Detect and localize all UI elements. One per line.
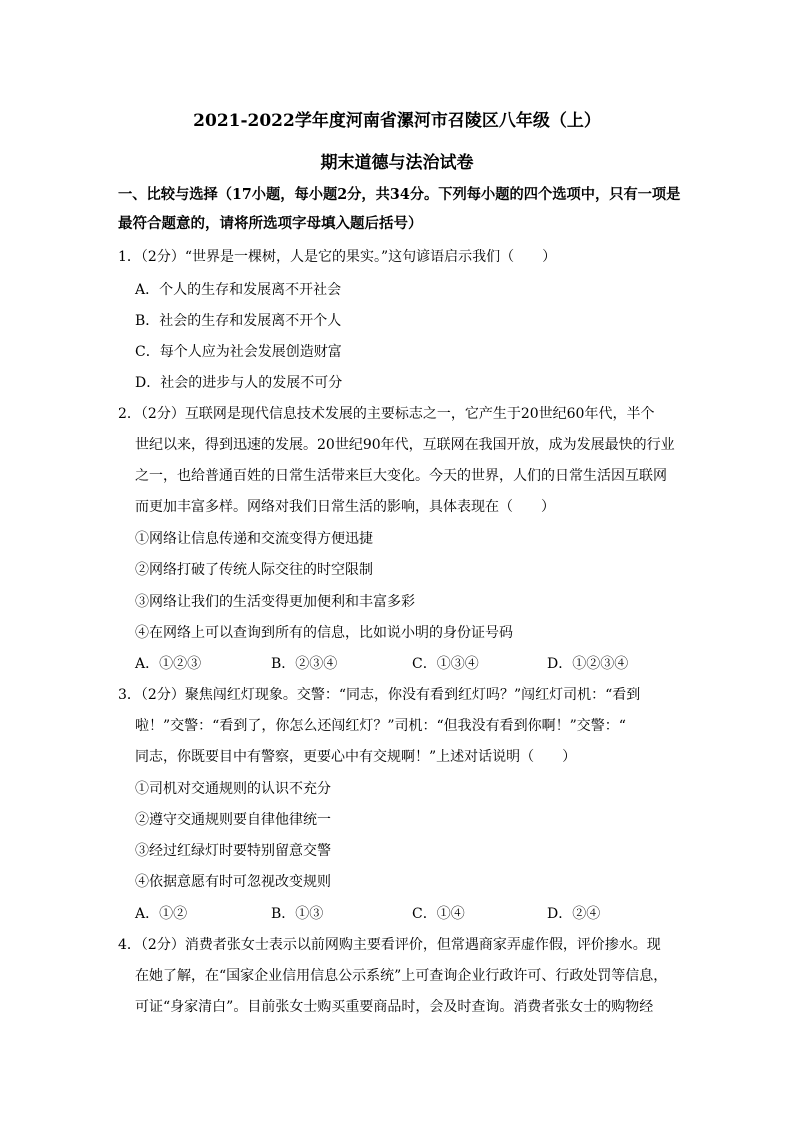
question-3-stem-line1: 3．（2分）聚焦闯红灯现象。交警：“同志，你没有看到红灯吗？”闯红灯司机：“看到: [118, 687, 641, 703]
question-2-stem-line2: 世纪以来，得到迅速的发展。20世纪90年代，互联网在我国开放，成为发展最快的行业: [135, 437, 675, 453]
question-3-statement-2: ②遵守交通规则要自律他律统一: [135, 812, 331, 828]
question-2-choice-a: A．①②③: [135, 656, 202, 672]
question-2-stem-line3: 之一，也给普通百姓的日常生活带来巨大变化。今天的世界，人们的日常生活因互联网: [135, 468, 667, 484]
question-3-choice-b: B．①③: [271, 906, 324, 922]
section-heading-line1: 一、比较与选择（17小题，每小题2分，共34分。下列每小题的四个选项中，只有一项是: [118, 186, 681, 203]
question-3-stem-line3: 同志，你既要目中有警察，更要心中有交规啊！”上述对话说明（ ）: [135, 749, 577, 765]
question-2-statement-3: ③网络让我们的生活变得更加便利和丰富多彩: [135, 594, 415, 610]
question-4-stem-line3: 可证“身家清白”。目前张女士购买重要商品时，会及时查询。消费者张女士的购物经: [135, 999, 654, 1015]
question-3-choice-d: D．②④: [547, 906, 601, 922]
question-2-choice-d: D．①②③④: [547, 656, 629, 672]
question-3-statement-1: ①司机对交通规则的认识不充分: [135, 781, 331, 797]
question-2-statement-4: ④在网络上可以查询到所有的信息，比如说小明的身份证号码: [135, 625, 513, 641]
exam-title-line1: 2021-2022学年度河南省漯河市召陵区八年级（上）: [193, 111, 601, 131]
question-3-choice-a: A．①②: [135, 906, 188, 922]
question-3-statement-3: ③经过红绿灯时要特别留意交警: [135, 843, 331, 859]
question-1-option-d: D．社会的进步与人的发展不可分: [135, 375, 343, 391]
question-3-stem-line2: 啦！”交警：“看到了，你怎么还闯红灯？”司机：“但我没有看到你啊！”交警：“: [135, 718, 626, 734]
question-4-stem-line1: 4．（2分）消费者张女士表示以前网购主要看评价，但常遇商家弄虚作假，评价掺水。现: [118, 937, 661, 953]
question-1-option-a: A．个人的生存和发展离不开社会: [135, 282, 342, 298]
question-2-statement-1: ①网络让信息传递和交流变得方便迅捷: [135, 531, 373, 547]
question-1-stem: 1．（2分）“世界是一棵树，人是它的果实。”这句谚语启示我们（ ）: [118, 249, 557, 265]
question-1-option-b: B．社会的生存和发展离不开个人: [135, 313, 342, 329]
question-2-statement-2: ②网络打破了传统人际交往的时空限制: [135, 562, 373, 578]
question-2-choice-c: C．①③④: [412, 656, 479, 672]
question-2-stem-line1: 2．（2分）互联网是现代信息技术发展的主要标志之一，它产生于20世纪60年代，半个: [118, 406, 655, 422]
section-heading-line2: 最符合题意的，请将所选项字母填入题后括号）: [118, 215, 423, 232]
question-2-choice-b: B．②③④: [271, 656, 338, 672]
question-4-stem-line2: 在她了解，在“国家企业信用信息公示系统”上可查询企业行政许可、行政处罚等信息，: [135, 968, 668, 984]
question-3-statement-4: ④依据意愿有时可忽视改变规则: [135, 874, 331, 890]
question-3-choice-c: C．①④: [412, 906, 465, 922]
exam-title-line2: 期末道德与法治试卷: [320, 153, 474, 173]
question-1-option-c: C．每个人应为社会发展创造财富: [135, 344, 342, 360]
question-2-stem-line4: 而更加丰富多样。网络对我们日常生活的影响，具体表现在（ ）: [135, 499, 555, 515]
